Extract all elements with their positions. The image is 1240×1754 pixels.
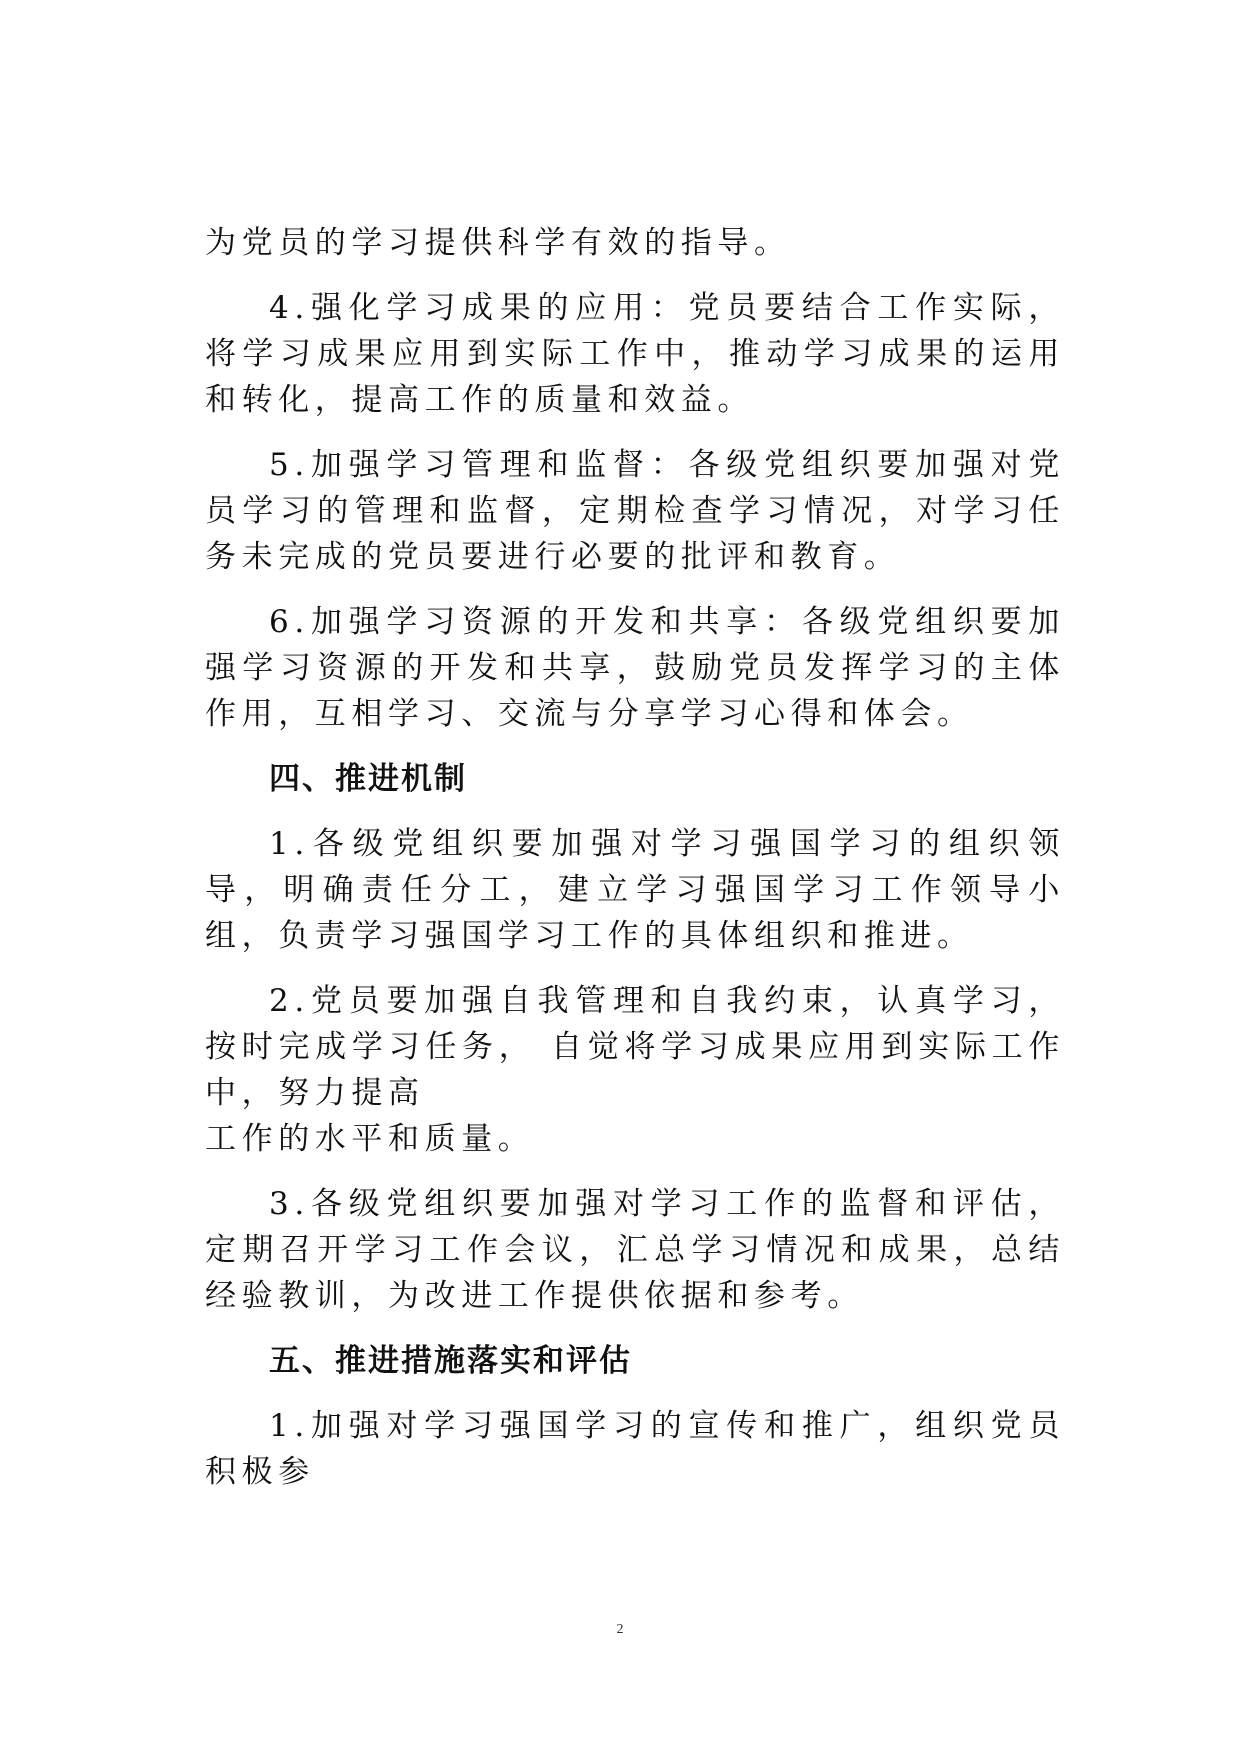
paragraph-measure-1: 1.加强对学习强国学习的宣传和推广，组织党员积极参 xyxy=(205,1408,1065,1490)
paragraph-mechanism-1: 1.各级党组织要加强对学习强国学习的组织领导，明确责任分工，建立学习强国学习工作领导小组，负责学习强国学习工作的具体组织和推进。 xyxy=(205,826,1065,954)
paragraph-continuation: 为党员的学习提供科学有效的指导。 xyxy=(205,225,791,261)
paragraph-item-5: 5.加强学习管理和监督：各级党组织要加强对党员学习的管理和监督，定期检查学习情况，对学习任务未完成的党员要进行必要的批评和教育。 xyxy=(205,447,1065,575)
paragraph-item-4: 4.强化学习成果的应用：党员要结合工作实际，将学习成果应用到实际工作中，推动学习成果的运用和转化，提高工作的质量和效益。 xyxy=(205,290,1065,418)
paragraph-item-6: 6.加强学习资源的开发和共享：各级党组织要加强学习资源的开发和共享，鼓励党员发挥学习的主体作用，互相学习、交流与分享学习心得和体会。 xyxy=(205,604,1065,732)
section-heading-4: 四、推进机制 xyxy=(269,761,467,797)
paragraph-mechanism-3: 3.各级党组织要加强对学习工作的监督和评估，定期召开学习工作会议，汇总学习情况和成果，总结经验教训，为改进工作提供依据和参考。 xyxy=(205,1186,1065,1314)
section-heading-5: 五、推进措施落实和评估 xyxy=(269,1343,632,1379)
page-number: 2 xyxy=(616,1622,624,1637)
document-body xyxy=(205,220,1065,1514)
paragraph-mechanism-2: 2.党员要加强自我管理和自我约束，认真学习，按时完成学习任务， 自觉将学习成果应用到实际工作中，努力提高 xyxy=(205,983,1065,1111)
paragraph-mechanism-2-continuation: 工作的水平和质量。 xyxy=(205,1121,535,1157)
